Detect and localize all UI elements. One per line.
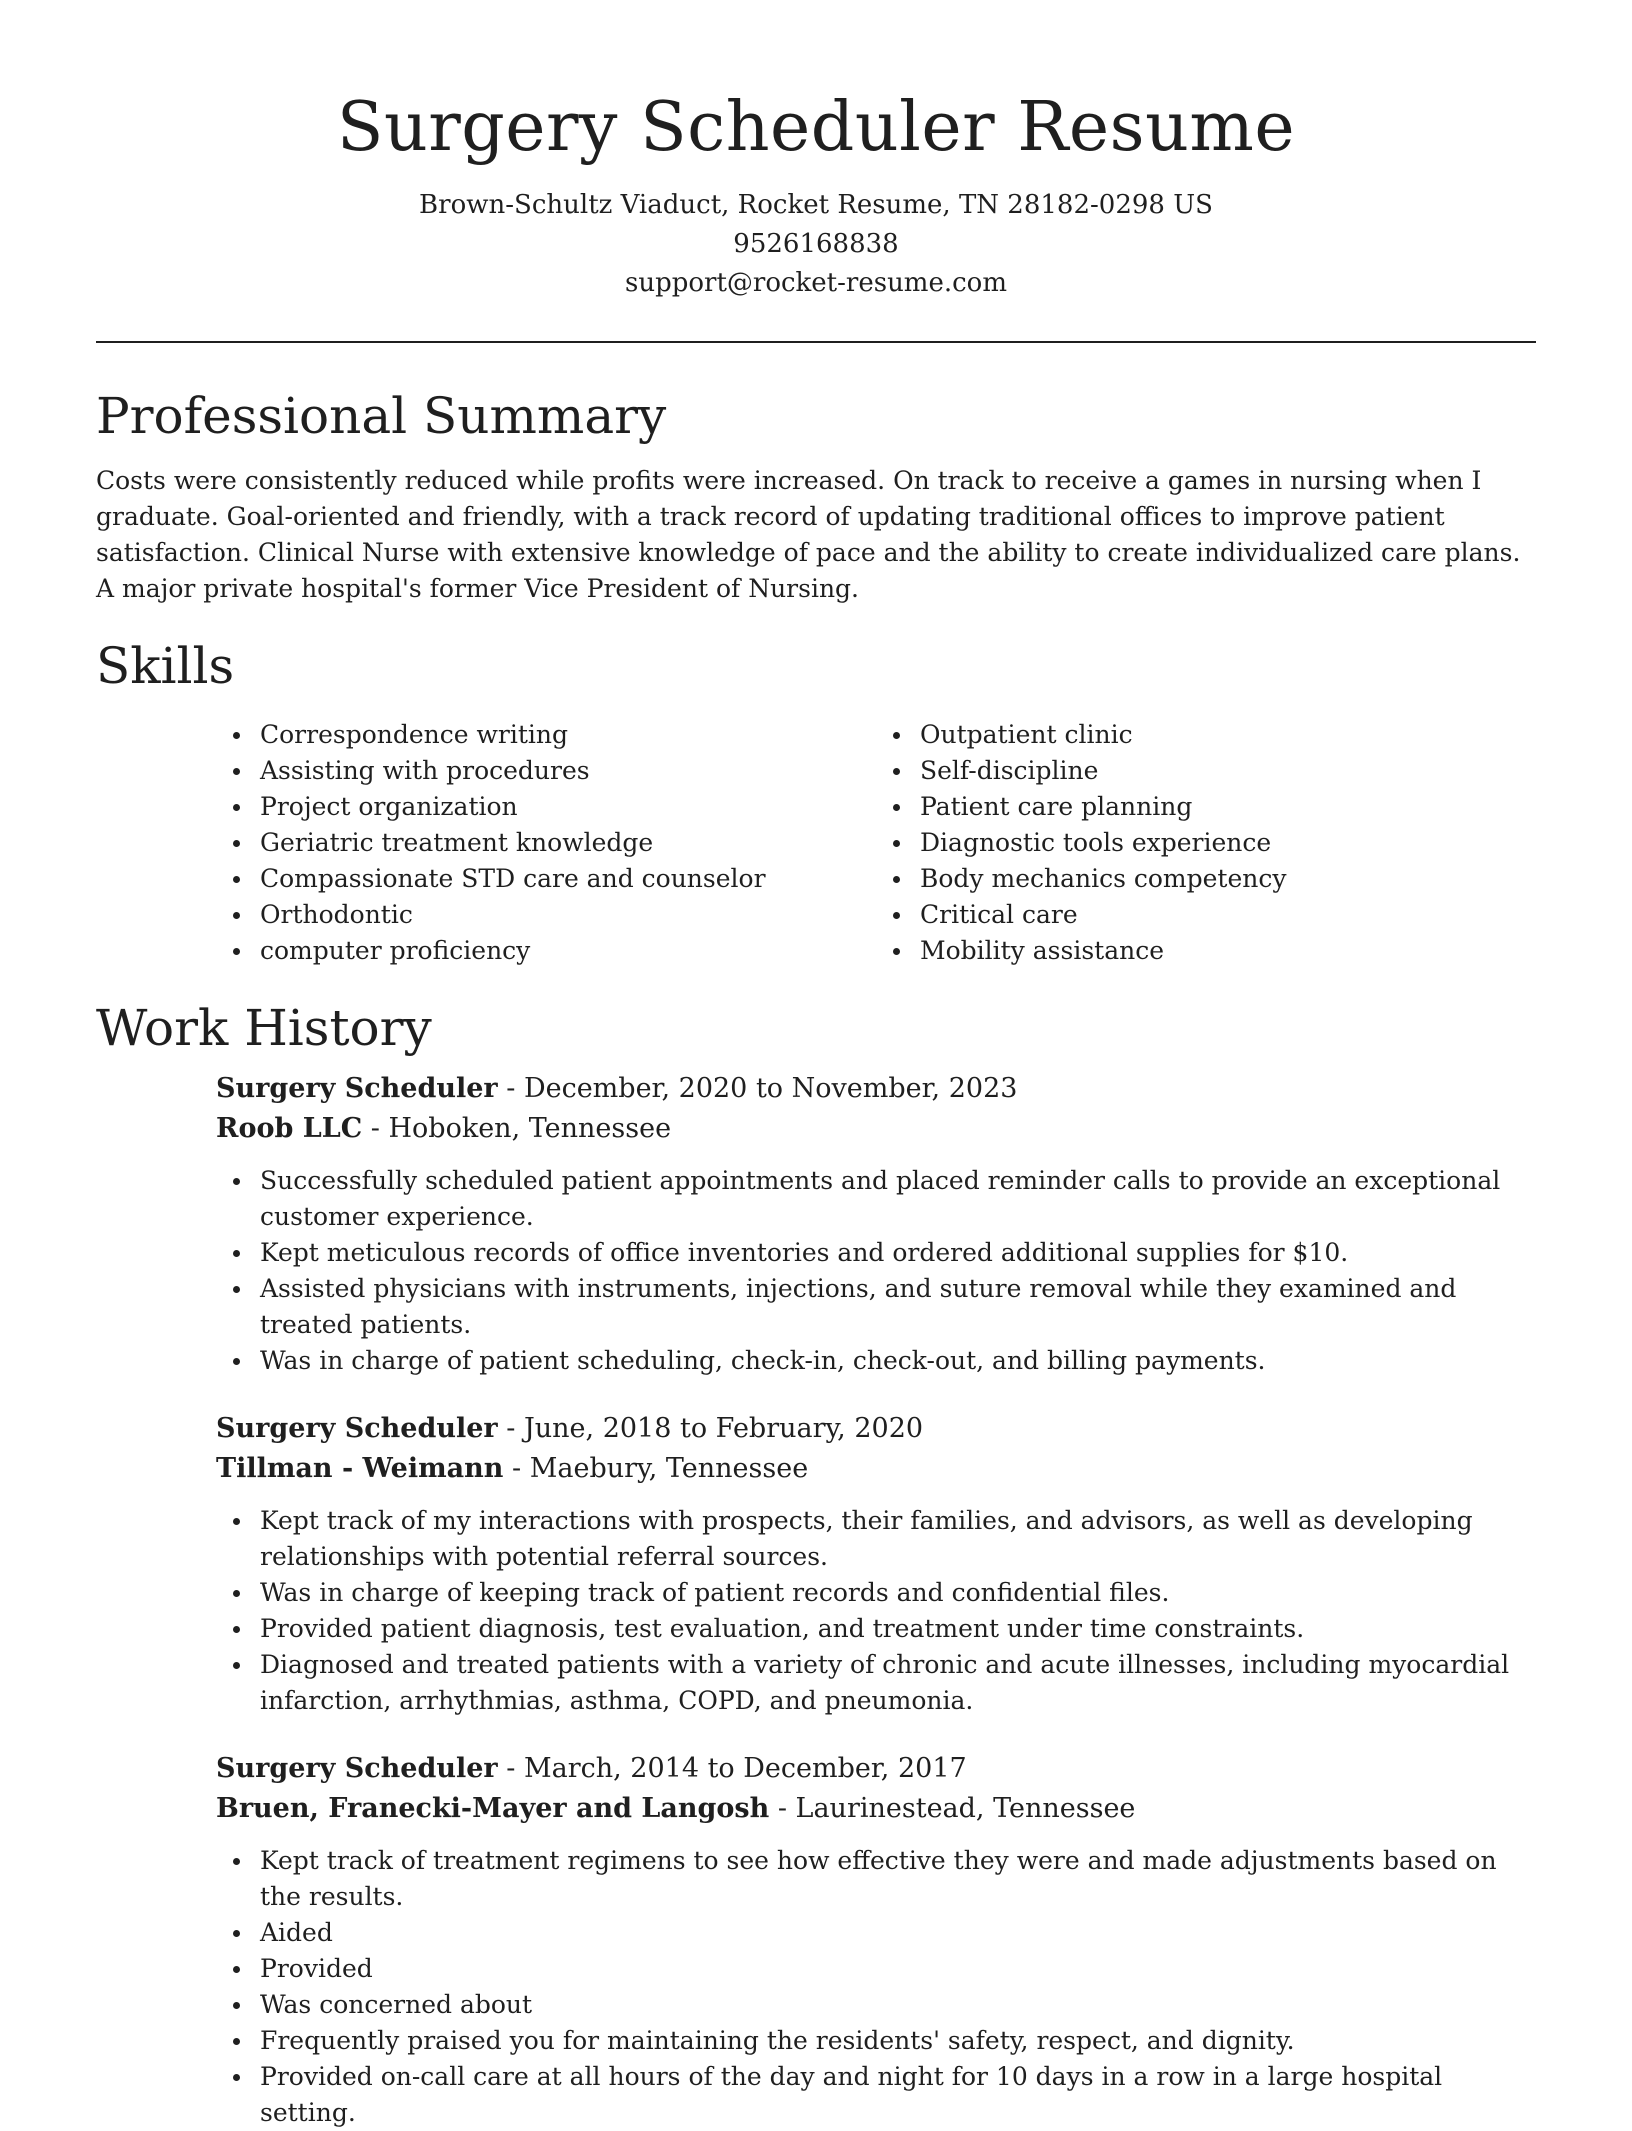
job-location: Maebury, Tennessee <box>529 1453 809 1484</box>
skills-column-right <box>876 717 1536 969</box>
skill-item: Geriatric treatment knowledge <box>260 825 876 861</box>
job-company: Roob LLC <box>216 1113 363 1144</box>
skill-item: Self-discipline <box>920 753 1536 789</box>
skill-item: Body mechanics competency <box>920 861 1536 897</box>
summary-heading: Professional Summary <box>96 387 667 445</box>
job-bullet: Provided <box>260 1951 1536 1987</box>
skills-heading: Skills <box>96 637 235 695</box>
resume-title: Surgery Scheduler Resume <box>336 88 1296 167</box>
job-bullet: Aided <box>260 1915 1536 1951</box>
job-location: Laurinestead, Tennessee <box>795 1793 1136 1824</box>
job-bullet: Diagnosed and treated patients with a variety of chronic and acute illnesses, including myocardial infarction, arrhythmias, asthma, COPD, and pneumonia. <box>260 1647 1536 1719</box>
email-line: support@rocket-resume.com <box>624 268 1007 298</box>
job-title-line: Surgery Scheduler - March, 2014 to December, 2017 <box>216 1753 967 1784</box>
job-company-line: Tillman - Weimann - Maebury, Tennessee <box>216 1453 809 1484</box>
skill-item: Compassionate STD care and counselor <box>260 861 876 897</box>
summary-text: Costs were consistently reduced while profits were increased. On track to receive a games in nursing when I graduate. Goal-oriented and friendly, with a track record of updating traditional offices to improve patient satisfaction. Clinical Nurse with extensive knowledge of pace and the ability to create individualized care plans. A major private hospital's former Vice President of Nursing. <box>96 466 1521 603</box>
skill-item: Correspondence writing <box>260 717 876 753</box>
job-role: Surgery Scheduler <box>216 1413 498 1444</box>
job-bullet: Provided patient diagnosis, test evaluation, and treatment under time constraints. <box>260 1611 1536 1647</box>
job-dates: March, 2014 to December, 2017 <box>523 1753 967 1784</box>
job-bullets <box>216 1843 1536 2131</box>
job-bullet: Successfully scheduled patient appointments and placed reminder calls to provide an exceptional customer experience. <box>260 1163 1536 1235</box>
skill-item: Outpatient clinic <box>920 717 1536 753</box>
work-heading: Work History <box>96 999 432 1057</box>
job-entry <box>216 1749 1536 2131</box>
skill-item: computer proficiency <box>260 933 876 969</box>
resume-page <box>96 0 1536 2131</box>
skill-item: Diagnostic tools experience <box>920 825 1536 861</box>
job-role: Surgery Scheduler <box>216 1073 498 1104</box>
skill-item: Patient care planning <box>920 789 1536 825</box>
job-entry <box>216 1409 1536 1719</box>
job-company: Bruen, Franecki-Mayer and Langosh <box>216 1793 770 1824</box>
job-dates: June, 2018 to February, 2020 <box>523 1413 924 1444</box>
skill-item: Orthodontic <box>260 897 876 933</box>
job-bullet: Provided on-call care at all hours of the day and night for 10 days in a row in a large hospital setting. <box>260 2059 1536 2131</box>
resume-header <box>96 0 1536 303</box>
job-dates: December, 2020 to November, 2023 <box>523 1073 1018 1104</box>
job-entry <box>216 1069 1536 1379</box>
skills-section <box>96 633 1536 969</box>
job-title-line: Surgery Scheduler - June, 2018 to February, 2020 <box>216 1413 924 1444</box>
header-divider <box>96 341 1536 343</box>
phone-line: 9526168838 <box>733 229 899 259</box>
job-bullet: Was in charge of patient scheduling, check-in, check-out, and billing payments. <box>260 1343 1536 1379</box>
job-location: Hoboken, Tennessee <box>388 1113 672 1144</box>
job-bullet: Was concerned about <box>260 1987 1536 2023</box>
skill-item: Project organization <box>260 789 876 825</box>
job-title-line: Surgery Scheduler - December, 2020 to November, 2023 <box>216 1073 1018 1104</box>
skills-column-left <box>216 717 876 969</box>
skill-item: Critical care <box>920 897 1536 933</box>
job-bullets <box>216 1163 1536 1379</box>
summary-section <box>96 383 1536 607</box>
skills-list <box>216 717 1536 969</box>
job-bullet: Assisted physicians with instruments, injections, and suture removal while they examined and treated patients. <box>260 1271 1536 1343</box>
contact-block <box>96 186 1536 303</box>
job-bullet: Kept track of treatment regimens to see how effective they were and made adjustments based on the results. <box>260 1843 1536 1915</box>
skill-item: Mobility assistance <box>920 933 1536 969</box>
job-role: Surgery Scheduler <box>216 1753 498 1784</box>
job-bullet: Kept track of my interactions with prospects, their families, and advisors, as well as developing relationships with potential referral sources. <box>260 1503 1536 1575</box>
address-line: Brown-Schultz Viaduct, Rocket Resume, TN 28182-0298 US <box>419 190 1213 220</box>
skill-item: Assisting with procedures <box>260 753 876 789</box>
job-bullet: Was in charge of keeping track of patient records and confidential files. <box>260 1575 1536 1611</box>
job-company-line: Roob LLC - Hoboken, Tennessee <box>216 1113 672 1144</box>
work-section <box>96 995 1536 2131</box>
job-bullets <box>216 1503 1536 1719</box>
job-bullet: Kept meticulous records of office inventories and ordered additional supplies for $10. <box>260 1235 1536 1271</box>
job-company: Tillman - Weimann <box>216 1453 504 1484</box>
job-bullet: Frequently praised you for maintaining the residents' safety, respect, and dignity. <box>260 2023 1536 2059</box>
job-company-line: Bruen, Franecki-Mayer and Langosh - Laurinestead, Tennessee <box>216 1793 1136 1824</box>
